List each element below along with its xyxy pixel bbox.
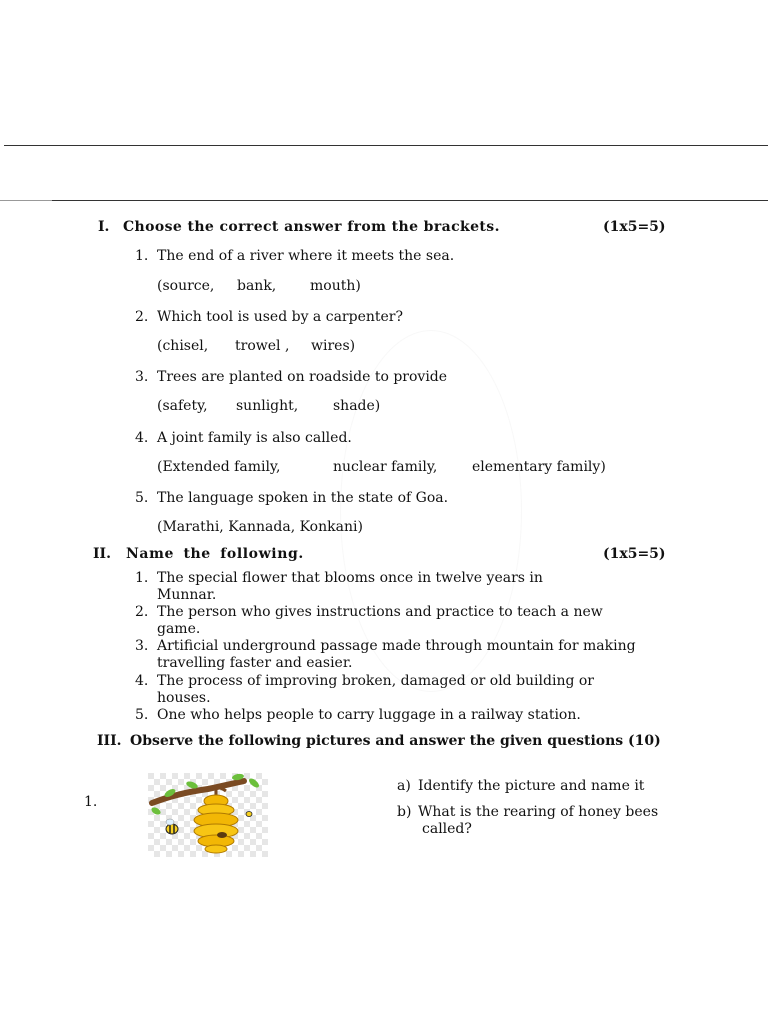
section1-numeral: I. bbox=[98, 219, 110, 235]
q1-option-1: (source, bbox=[157, 278, 215, 294]
q2-text: Which tool is used by a carpenter? bbox=[157, 309, 403, 325]
q2-option-3: wires) bbox=[311, 338, 356, 354]
q3-number: 3. bbox=[135, 369, 149, 385]
n1-number: 1. bbox=[135, 570, 149, 586]
n2-line1: The person who gives instructions and practice to teach a new bbox=[157, 604, 603, 620]
q4-number: 4. bbox=[135, 430, 149, 446]
q5-number: 5. bbox=[135, 490, 149, 506]
section3-numeral: III. bbox=[97, 733, 122, 749]
section2-title: Name the following. bbox=[126, 546, 304, 562]
q4-option-3: elementary family) bbox=[472, 459, 606, 475]
q2-option-2: trowel , bbox=[235, 338, 290, 354]
n2-number: 2. bbox=[135, 604, 149, 620]
beehive-icon bbox=[148, 773, 268, 857]
q1-number: 1. bbox=[135, 248, 149, 264]
n4-line2: houses. bbox=[157, 690, 211, 706]
picture-number: 1. bbox=[84, 794, 98, 810]
section3-title: Observe the following pictures and answer the given questions (10) bbox=[130, 733, 661, 749]
n3-number: 3. bbox=[135, 638, 149, 654]
q4-option-2: nuclear family, bbox=[333, 459, 438, 475]
q2-option-1: (chisel, bbox=[157, 338, 209, 354]
section2-numeral: II. bbox=[93, 546, 111, 562]
subq-b-line1: What is the rearing of honey bees bbox=[418, 804, 659, 820]
q4-text: A joint family is also called. bbox=[157, 430, 352, 446]
header-divider-left bbox=[0, 200, 52, 201]
subq-b-label: b) bbox=[397, 804, 412, 820]
n5-number: 5. bbox=[135, 707, 149, 723]
subq-b-line2: called? bbox=[422, 821, 472, 837]
q1-option-3: mouth) bbox=[310, 278, 361, 294]
n1-line2: Munnar. bbox=[157, 587, 217, 603]
q3-text: Trees are planted on roadside to provide bbox=[157, 369, 448, 385]
q5-text: The language spoken in the state of Goa. bbox=[157, 490, 449, 506]
q5-option-1: (Marathi, Kannada, Konkani) bbox=[157, 519, 363, 535]
top-divider bbox=[4, 145, 768, 146]
subq-a-label: a) bbox=[397, 778, 411, 794]
section1-title: Choose the correct answer from the brackets. bbox=[123, 219, 500, 235]
subq-a-text: Identify the picture and name it bbox=[418, 778, 645, 794]
q3-option-2: sunlight, bbox=[236, 398, 299, 414]
n5-line1: One who helps people to carry luggage in a railway station. bbox=[157, 707, 581, 723]
q3-option-3: shade) bbox=[333, 398, 381, 414]
n4-line1: The process of improving broken, damaged or old building or bbox=[157, 673, 595, 689]
n3-line2: travelling faster and easier. bbox=[157, 655, 353, 671]
q1-text: The end of a river where it meets the sea. bbox=[157, 248, 455, 264]
q3-option-1: (safety, bbox=[157, 398, 208, 414]
n4-number: 4. bbox=[135, 673, 149, 689]
section2-marks: (1x5=5) bbox=[603, 546, 666, 562]
q1-option-2: bank, bbox=[237, 278, 277, 294]
header-divider bbox=[52, 200, 768, 201]
section1-marks: (1x5=5) bbox=[603, 219, 666, 235]
q4-option-1: (Extended family, bbox=[157, 459, 281, 475]
n1-line1: The special flower that blooms once in twelve years in bbox=[157, 570, 543, 586]
n2-line2: game. bbox=[157, 621, 201, 637]
n3-line1: Artificial underground passage made through mountain for making bbox=[157, 638, 636, 654]
q2-number: 2. bbox=[135, 309, 149, 325]
